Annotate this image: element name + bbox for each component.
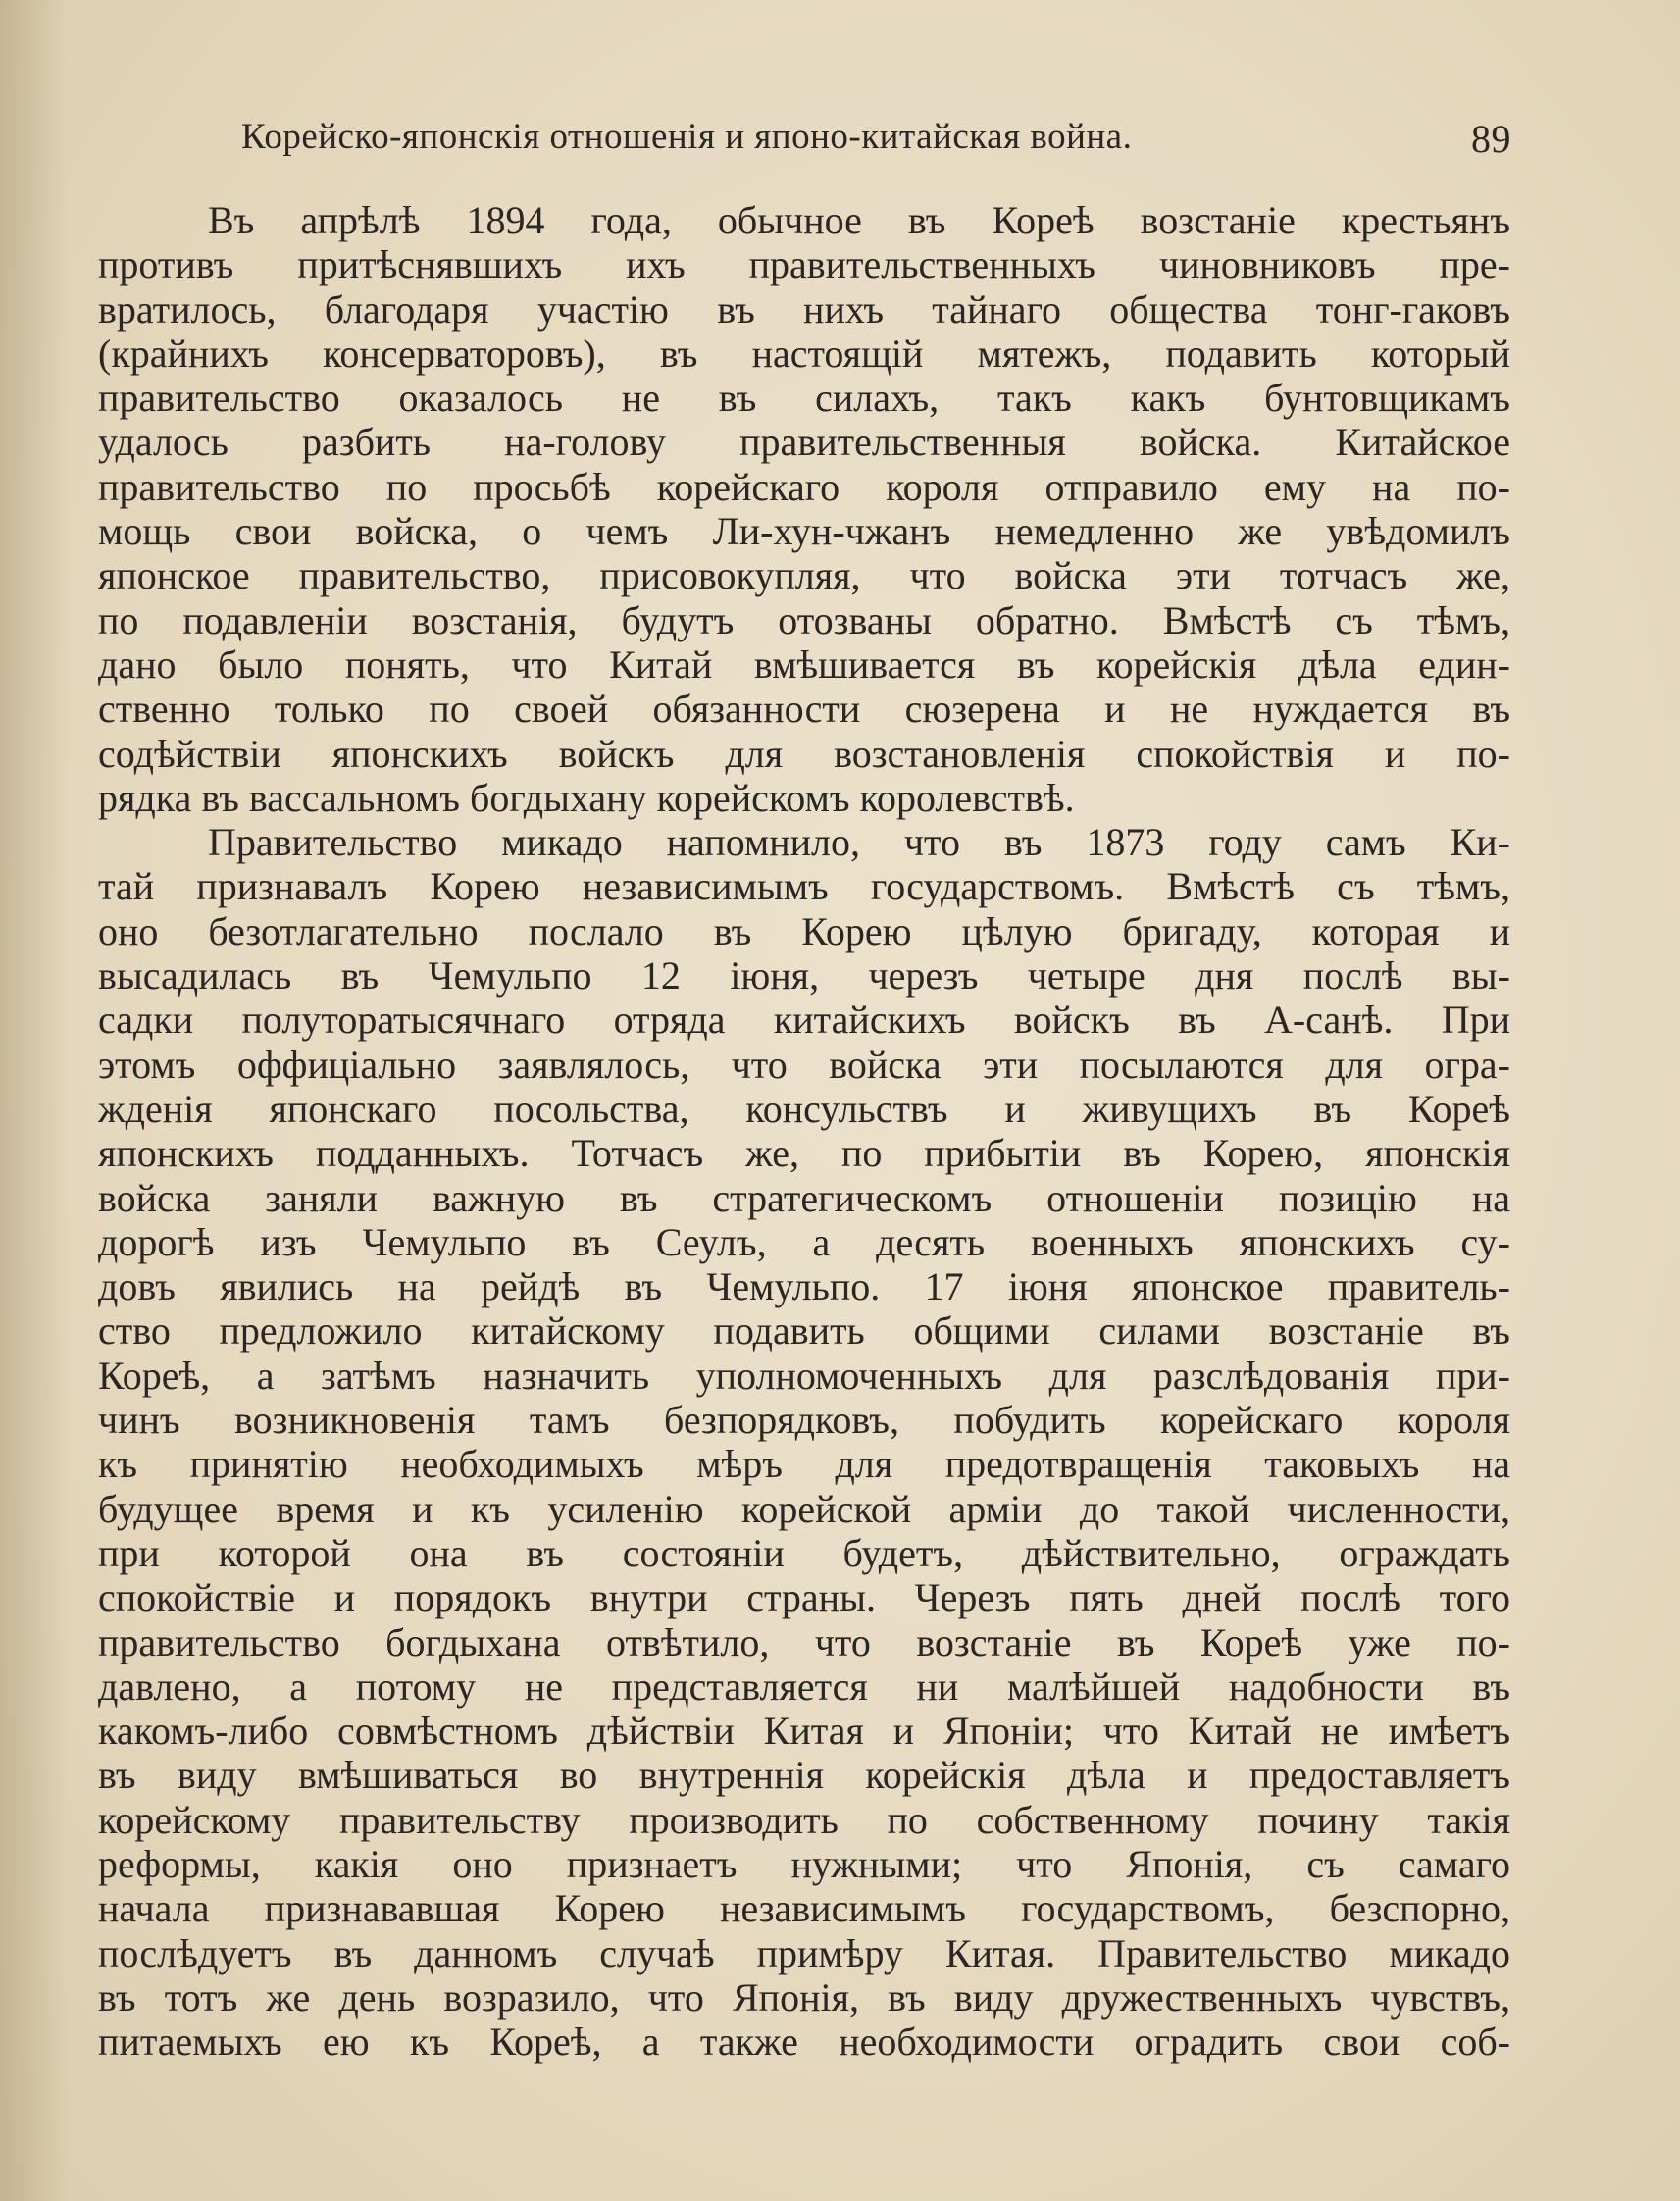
text-line: садки полуторатысячнаго отряда китайскихъ войскъ въ А-санѣ. При bbox=[98, 998, 1510, 1043]
text-line: содѣйствіи японскихъ войскъ для возстановленія спокойствія и по- bbox=[98, 731, 1510, 776]
text-line: къ принятію необходимыхъ мѣръ для предотвращенія таковыхъ на bbox=[98, 1442, 1510, 1487]
page-number: 89 bbox=[1471, 117, 1511, 161]
text-line: противъ притѣснявшихъ ихъ правительственныхъ чиновниковъ пре- bbox=[98, 242, 1510, 287]
text-line: реформы, какія оно признаетъ нужными; что Японія, съ самаго bbox=[98, 1841, 1510, 1886]
text-line: (крайнихъ консерваторовъ), въ настоящій мятежъ, подавить который bbox=[98, 331, 1510, 376]
text-line: какомъ-либо совмѣстномъ дѣйствіи Китая и Японіи; что Китай не имѣетъ bbox=[98, 1709, 1510, 1754]
running-head bbox=[241, 116, 1511, 171]
text-line: жденія японскаго посольства, консульствъ и живущихъ въ Кореѣ bbox=[98, 1086, 1510, 1131]
text-line: ственно только по своей обязанности сюзерена и не нуждается въ bbox=[98, 687, 1510, 732]
text-line: спокойствіе и порядокъ внутри страны. Черезъ пять дней послѣ того bbox=[98, 1575, 1510, 1620]
text-line: довъ явились на рейдѣ въ Чемульпо. 17 іюня японское правитель- bbox=[98, 1264, 1510, 1309]
text-line: начала признававшая Корею независимымъ государствомъ, безспорно, bbox=[98, 1886, 1510, 1931]
text-line: войска заняли важную въ стратегическомъ отношеніи позицію на bbox=[98, 1175, 1510, 1220]
text-line: въ виду вмѣшиваться во внутреннія корейскія дѣла и предоставляетъ bbox=[98, 1753, 1510, 1798]
text-line: ство предложило китайскому подавить общими силами возстаніе въ bbox=[98, 1308, 1510, 1354]
paragraph bbox=[98, 820, 1510, 2064]
text-line: правительство по просьбѣ корейскаго короля отправило ему на по- bbox=[98, 464, 1510, 509]
text-line: тай признавалъ Корею независимымъ государствомъ. Вмѣстѣ съ тѣмъ, bbox=[98, 864, 1510, 909]
text-line: мощь свои войска, о чемъ Ли-хун-чжанъ немедленно же увѣдомилъ bbox=[98, 509, 1510, 554]
text-line: японскихъ подданныхъ. Тотчасъ же, по прибытіи въ Корею, японскія bbox=[98, 1131, 1510, 1176]
text-line: этомъ оффиціально заявлялось, что войска эти посылаются для огра- bbox=[98, 1042, 1510, 1087]
text-line: высадилась въ Чемульпо 12 іюня, черезъ четыре дня послѣ вы- bbox=[98, 953, 1510, 998]
text-line: вратилось, благодаря участію въ нихъ тайнаго общества тонг-гаковъ bbox=[98, 286, 1510, 332]
paragraph bbox=[98, 198, 1510, 820]
text-line: при которой она въ состояніи будетъ, дѣйствительно, ограждать bbox=[98, 1530, 1510, 1575]
text-line: Правительство микадо напомнило, что въ 1873 году самъ Ки- bbox=[208, 820, 1510, 865]
text-line: удалось разбить на-голову правительственныя войска. Китайское bbox=[98, 420, 1510, 465]
text-line: питаемыхъ ею къ Кореѣ, а также необходимости оградить свои соб- bbox=[98, 2020, 1510, 2065]
text-line: будущее время и къ усиленію корейской арміи до такой численности, bbox=[98, 1486, 1510, 1531]
text-line: чинъ возникновенія тамъ безпорядковъ, побудить корейскаго короля bbox=[98, 1398, 1510, 1443]
text-line: дано было понять, что Китай вмѣшивается въ корейскія дѣла един- bbox=[98, 641, 1510, 687]
running-title: Корейско-японскія отношенія и японо-китайская война. bbox=[241, 117, 1133, 157]
text-line: оно безотлагательно послало въ Корею цѣлую бригаду, которая и bbox=[98, 908, 1510, 953]
text-line: по подавленіи возстанія, будутъ отозваны обратно. Вмѣстѣ съ тѣмъ, bbox=[98, 597, 1510, 642]
text-line: правительство богдыхана отвѣтило, что возстаніе въ Кореѣ уже по- bbox=[98, 1619, 1510, 1664]
text-line: Кореѣ, а затѣмъ назначить уполномоченныхъ для разслѣдованія при- bbox=[98, 1353, 1510, 1398]
text-line: корейскому правительству производить по собственному почину такія bbox=[98, 1797, 1510, 1842]
body-text bbox=[98, 198, 1510, 2064]
text-line: рядка въ вассальномъ богдыхану корейскомъ королевствѣ. bbox=[98, 775, 1075, 820]
page-gutter-shadow bbox=[0, 0, 69, 2201]
text-line: послѣдуетъ въ данномъ случаѣ примѣру Китая. Правительство микадо bbox=[98, 1930, 1510, 1975]
text-line: японское правительство, присовокупляя, что войска эти тотчасъ же, bbox=[98, 553, 1510, 598]
text-line: давлено, а потому не представляется ни малѣйшей надобности въ bbox=[98, 1664, 1510, 1709]
text-line: правительство оказалось не въ силахъ, такъ какъ бунтовщикамъ bbox=[98, 376, 1510, 421]
text-line: Въ апрѣлѣ 1894 года, обычное въ Кореѣ возстаніе крестьянъ bbox=[208, 198, 1510, 242]
text-line: дорогѣ изъ Чемульпо въ Сеулъ, а десять военныхъ японскихъ су- bbox=[98, 1219, 1510, 1264]
text-line: въ тотъ же день возразило, что Японія, въ виду дружественныхъ чувствъ, bbox=[98, 1974, 1510, 2020]
